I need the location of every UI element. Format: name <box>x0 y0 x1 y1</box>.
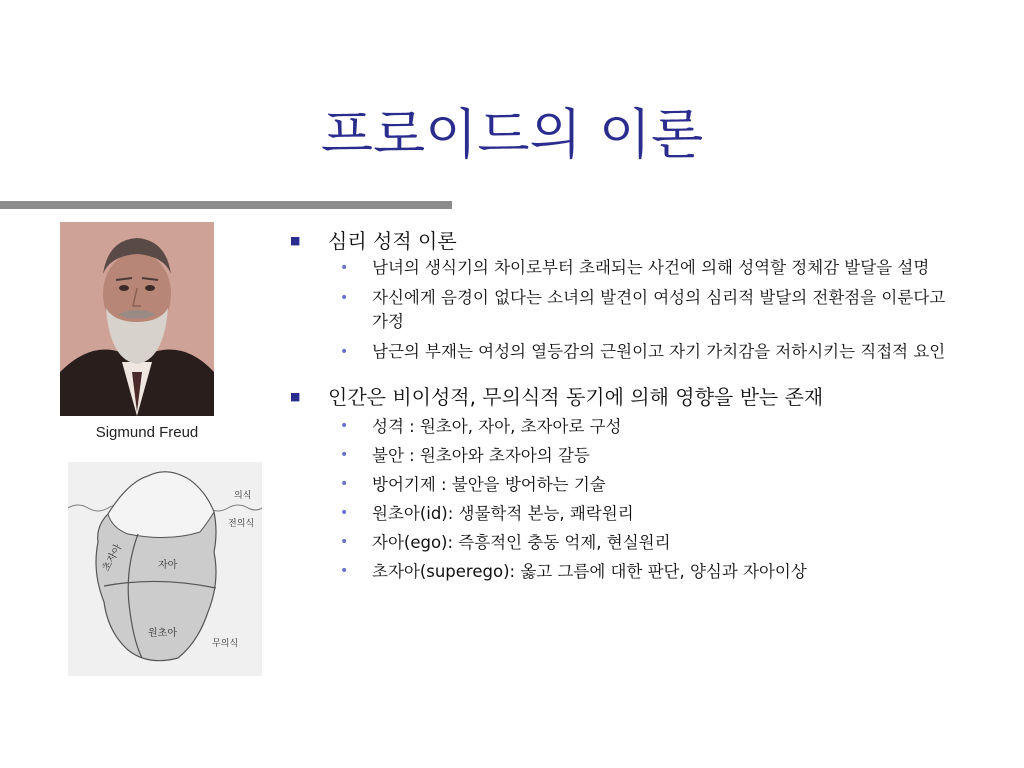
iceberg-drawing <box>68 462 262 676</box>
square-bullet-icon: ■ <box>290 234 301 247</box>
sub-bullet <box>282 412 962 441</box>
dot-bullet-icon: • <box>340 476 349 492</box>
label-superego: 초자아 <box>100 542 125 574</box>
sub-bullet-text: 자신에게 음경이 없다는 소녀의 발견이 여성의 심리적 발달의 전환점을 이룬다고 가정 <box>372 288 946 331</box>
dot-bullet-icon: • <box>340 418 349 434</box>
square-bullet-icon: ■ <box>290 390 301 403</box>
sub-bullet <box>282 340 962 364</box>
dot-bullet-icon: • <box>340 290 349 306</box>
sub-bullet-text: 남근의 부재는 여성의 열등감의 근원이고 자기 가치감을 저하시키는 직접적 요인 <box>372 342 946 361</box>
dot-bullet-icon: • <box>340 447 349 463</box>
sub-bullet-text: 불안 : 원초아와 초자아의 갈등 <box>372 446 590 465</box>
sub-bullet <box>282 470 962 499</box>
label-ego: 자아 <box>158 560 178 571</box>
bullet-1 <box>282 226 982 256</box>
dot-bullet-icon: • <box>340 260 349 276</box>
label-unconscious: 무의식 <box>212 639 239 649</box>
sub-bullet <box>282 528 962 557</box>
label-preconscious: 전의식 <box>228 519 255 529</box>
freud-portrait-image <box>60 222 214 416</box>
sub-bullet <box>282 441 962 470</box>
sub-bullet <box>282 557 962 586</box>
dot-bullet-icon: • <box>340 344 349 360</box>
sub-bullet <box>282 256 962 280</box>
bullet-2-text: 인간은 비이성적, 무의식적 동기에 의해 영향을 받는 존재 <box>328 385 824 409</box>
sub-bullet-text: 남녀의 생식기의 차이로부터 초래되는 사건에 의해 성역할 정체감 발달을 설명 <box>372 258 930 277</box>
slide-title: 프로이드의 이론 <box>320 103 704 166</box>
label-id: 원초아 <box>148 628 177 639</box>
sub-bullet <box>282 499 962 528</box>
dot-bullet-icon: • <box>340 534 349 550</box>
bullet-2 <box>282 382 982 412</box>
label-conscious: 의식 <box>234 491 252 501</box>
portrait-caption: Sigmund Freud <box>95 424 199 441</box>
dot-bullet-icon: • <box>340 563 349 579</box>
iceberg-diagram-image <box>68 462 262 676</box>
sub-bullet <box>282 286 962 334</box>
sub-bullet-text: 초자아(superego): 옳고 그름에 대한 판단, 양심과 자아이상 <box>372 562 807 581</box>
dot-bullet-icon: • <box>340 505 349 521</box>
sub-bullet-text: 원초아(id): 생물학적 본능, 쾌락원리 <box>372 504 634 523</box>
bullet-1-text: 심리 성적 이론 <box>328 229 457 253</box>
sub-bullet-text: 방어기제 : 불안을 방어하는 기술 <box>372 475 606 494</box>
title-divider <box>0 201 452 209</box>
sub-bullet-text: 자아(ego): 즉흥적인 충동 억제, 현실원리 <box>372 533 671 552</box>
slide-body <box>282 226 982 586</box>
sub-bullet-text: 성격 : 원초아, 자아, 초자아로 구성 <box>372 417 622 436</box>
portrait-drawing <box>60 222 214 416</box>
